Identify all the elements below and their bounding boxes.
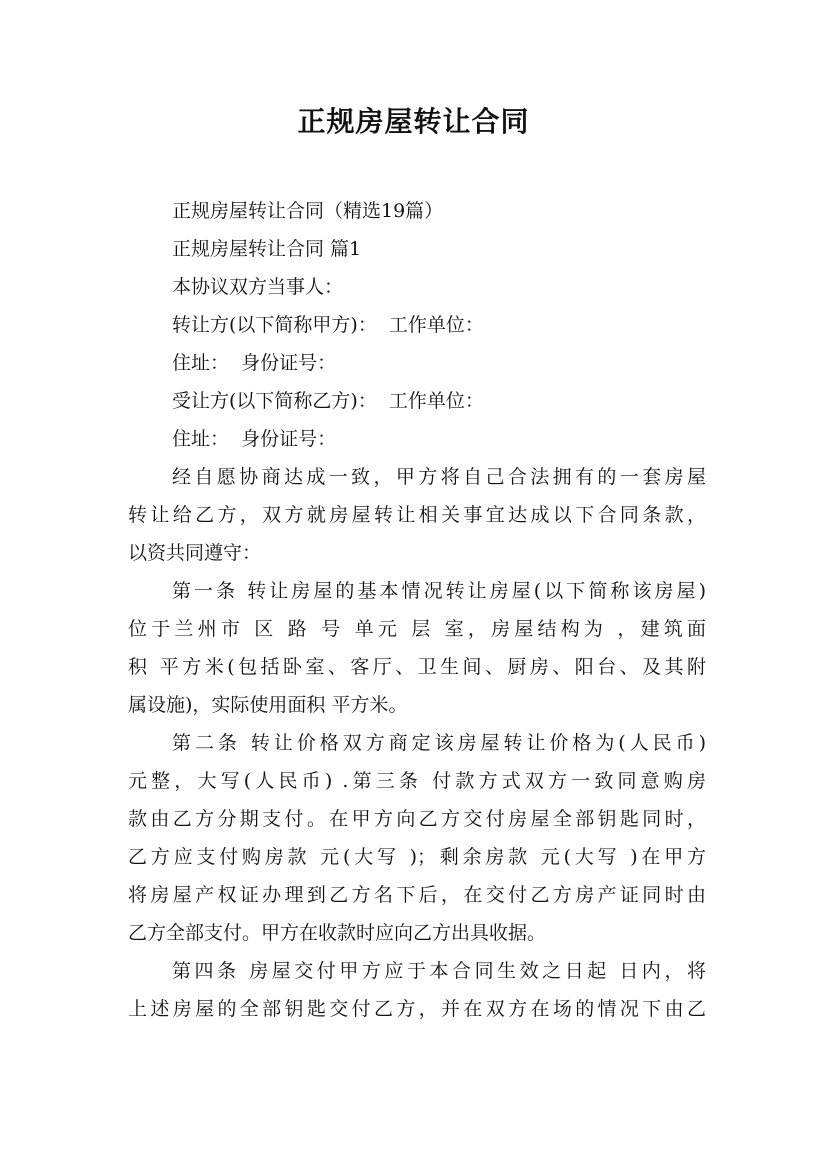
document-line: 属设施)，实际使用面积 平方米。 [128, 694, 408, 716]
document-line: 以资共同遵守： [128, 542, 262, 564]
document-line: 第四条 房屋交付甲方应于本合同生效之日起 日内，将 [172, 960, 706, 982]
document-line: 转让给乙方，双方就房屋转让相关事宜达成以下合同条款， [128, 504, 706, 526]
document-line: 转让方(以下简称甲方)： 工作单位： [172, 314, 484, 336]
document-line: 第一条 转让房屋的基本情况转让房屋(以下简称该房屋) [172, 580, 706, 602]
document-line: 乙方应支付购房款 元(大写 )；剩余房款 元(大写 )在甲方 [128, 846, 706, 868]
document-line: 正规房屋转让合同（精选19篇） [172, 200, 444, 222]
document-line: 积 平方米(包括卧室、客厅、卫生间、厨房、阳台、及其附 [128, 656, 706, 678]
document-line: 乙方全部支付。甲方在收款时应向乙方出具收据。 [128, 922, 547, 944]
document-line: 第二条 转让价格双方商定该房屋转让价格为(人民币) [172, 732, 706, 754]
document-line: 经自愿协商达成一致，甲方将自己合法拥有的一套房屋 [172, 466, 706, 488]
document-title: 正规房屋转让合同 [297, 105, 530, 138]
document-line: 款由乙方分期支付。在甲方向乙方交付房屋全部钥匙同时， [128, 808, 706, 830]
document-line: 将房屋产权证办理到乙方名下后，在交付乙方房产证同时由 [128, 884, 706, 906]
document-line: 元整，大写(人民币) .第三条 付款方式双方一致同意购房 [128, 770, 706, 792]
document-line: 位于兰州市 区 路 号 单元 层 室，房屋结构为 ，建筑面 [128, 618, 706, 640]
document-line: 正规房屋转让合同 篇1 [172, 238, 362, 260]
document-line: 本协议双方当事人： [172, 276, 344, 298]
document-line: 受让方(以下简称乙方)： 工作单位： [172, 390, 484, 412]
document-body [128, 192, 706, 1028]
document-line: 住址： 身份证号： [172, 352, 337, 374]
document-line: 住址： 身份证号： [172, 428, 337, 450]
document-line: 上述房屋的全部钥匙交付乙方，并在双方在场的情况下由乙 [128, 998, 706, 1020]
